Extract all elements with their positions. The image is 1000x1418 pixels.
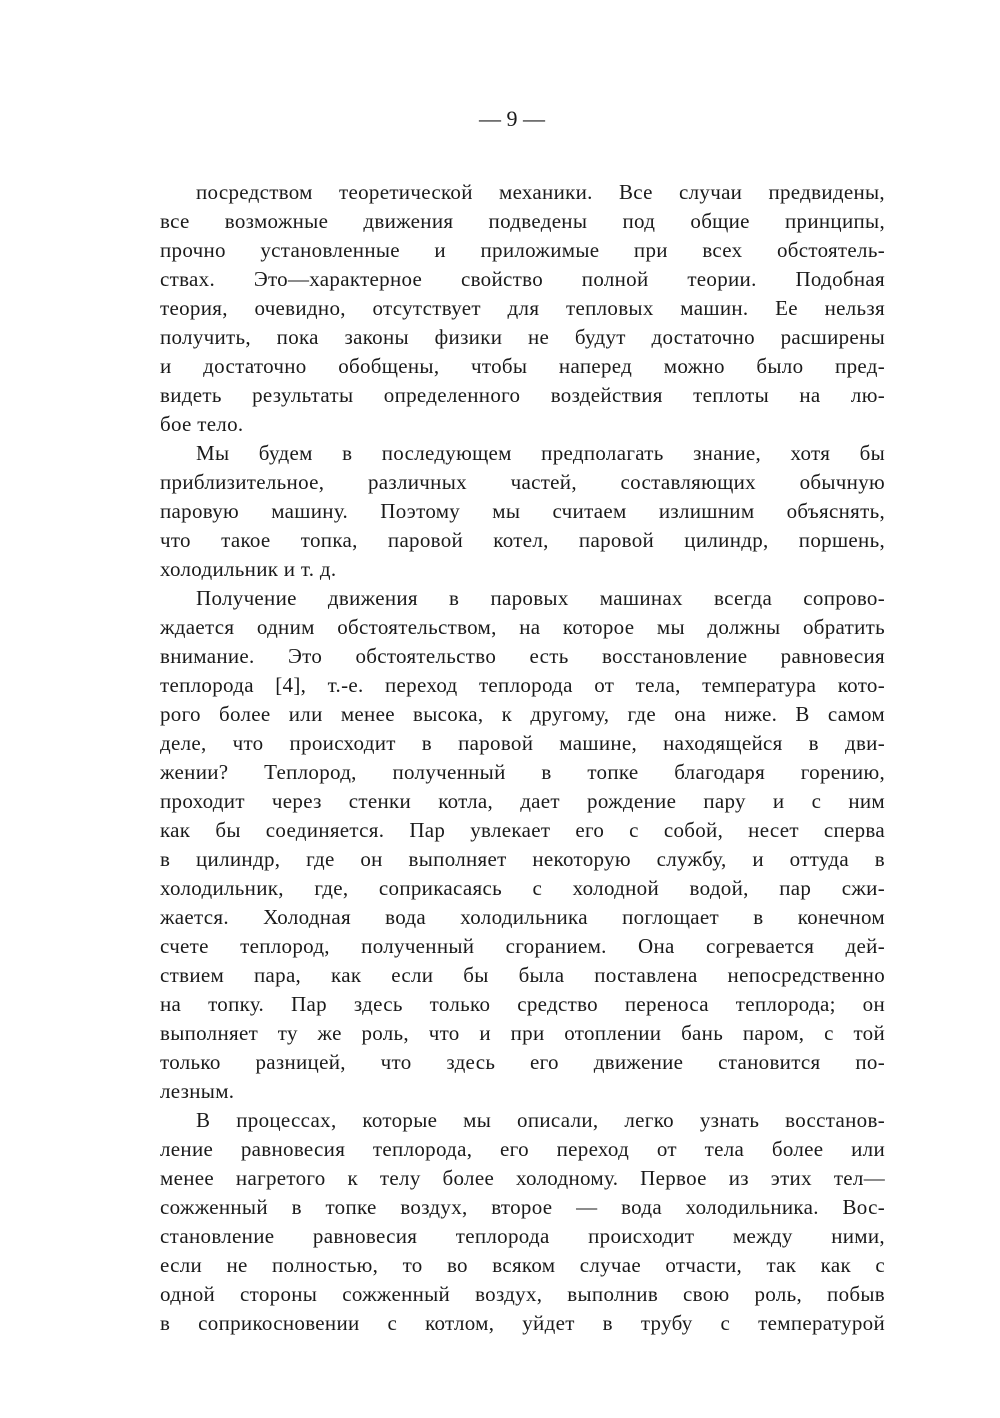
text-line: сожженный в топке воздух, второе — вода холодильника. Вос- [160, 1195, 885, 1219]
text-line: получить, пока законы физики не будут достаточно расширены [160, 325, 885, 349]
text-line: деле, что происходит в паровой машине, находящейся в дви- [160, 731, 885, 755]
paragraph [160, 439, 885, 584]
text-line: жается. Холодная вода холодильника поглощает в конечном [160, 905, 885, 929]
body-text [160, 178, 885, 1338]
page-number: — 9 — [479, 106, 545, 131]
text-line: все возможные движения подведены под общие принципы, [160, 209, 885, 233]
text-line: только разницей, что здесь его движение становится по- [160, 1050, 885, 1074]
text-line: как бы соединяется. Пар увлекает его с собой, несет сперва [160, 818, 885, 842]
text-line: одной стороны сожженный воздух, выполнив свою роль, побыв [160, 1282, 885, 1306]
text-line: теория, очевидно, отсутствует для тепловых машин. Ее нельзя [160, 296, 885, 320]
text-line: ждается одним обстоятельством, на которое мы должны обратить [160, 615, 885, 639]
text-line: менее нагретого к телу более холодному. Первое из этих тел— [160, 1166, 885, 1190]
text-line: Получение движения в паровых машинах всегда сопрово- [196, 586, 885, 610]
text-line: проходит через стенки котла, дает рождение пару и с ним [160, 789, 885, 813]
text-line: паровую машину. Поэтому мы считаем излишним объяснять, [160, 499, 885, 523]
text-line: теплорода [4], т.-е. переход теплорода от тела, температура кото- [160, 673, 885, 697]
text-line: приблизительное, различных частей, составляющих обычную [160, 470, 885, 494]
text-line: бое тело. [160, 412, 244, 436]
text-line: становление равновесия теплорода происходит между ними, [160, 1224, 885, 1248]
text-line: Мы будем в последующем предполагать знание, хотя бы [196, 441, 885, 465]
text-line: выполняет ту же роль, что и при отоплении бань паром, с той [160, 1021, 885, 1045]
text-line: прочно установленные и приложимые при всех обстоятель- [160, 238, 885, 262]
text-line: рого более или менее высока, к другому, где она ниже. В самом [160, 702, 885, 726]
text-line: в соприкосновении с котлом, уйдет в трубу с температурой [160, 1311, 885, 1335]
text-line: жении? Теплород, полученный в топке благодаря горению, [160, 760, 885, 784]
text-line: холодильник, где, соприкасаясь с холодной водой, пар сжи- [160, 876, 885, 900]
text-line: и достаточно обобщены, чтобы наперед можно было пред- [160, 354, 885, 378]
text-line: ствах. Это—характерное свойство полной теории. Подобная [160, 267, 885, 291]
text-line: счете теплород, полученный сгоранием. Она согревается дей- [160, 934, 885, 958]
text-line: что такое топка, паровой котел, паровой цилиндр, поршень, [160, 528, 885, 552]
text-line: холодильник и т. д. [160, 557, 337, 581]
text-line: на топку. Пар здесь только средство переноса теплорода; он [160, 992, 885, 1016]
text-line: если не полностью, то во всяком случае отчасти, так как с [160, 1253, 885, 1277]
text-line: ление равновесия теплорода, его переход от тела более или [160, 1137, 885, 1161]
text-line: В процессах, которые мы описали, легко узнать восстанов- [196, 1108, 885, 1132]
paragraph [160, 584, 885, 1106]
text-line: ствием пара, как если бы была поставлена непосредственно [160, 963, 885, 987]
text-line: видеть результаты определенного воздействия теплоты на лю- [160, 383, 885, 407]
paragraph [160, 178, 885, 439]
text-line: лезным. [160, 1079, 235, 1103]
paragraph [160, 1106, 885, 1338]
text-line: внимание. Это обстоятельство есть восстановление равновесия [160, 644, 885, 668]
text-line: в цилиндр, где он выполняет некоторую службу, и оттуда в [160, 847, 885, 871]
text-line: посредством теоретической механики. Все случаи предвидены, [196, 180, 885, 204]
